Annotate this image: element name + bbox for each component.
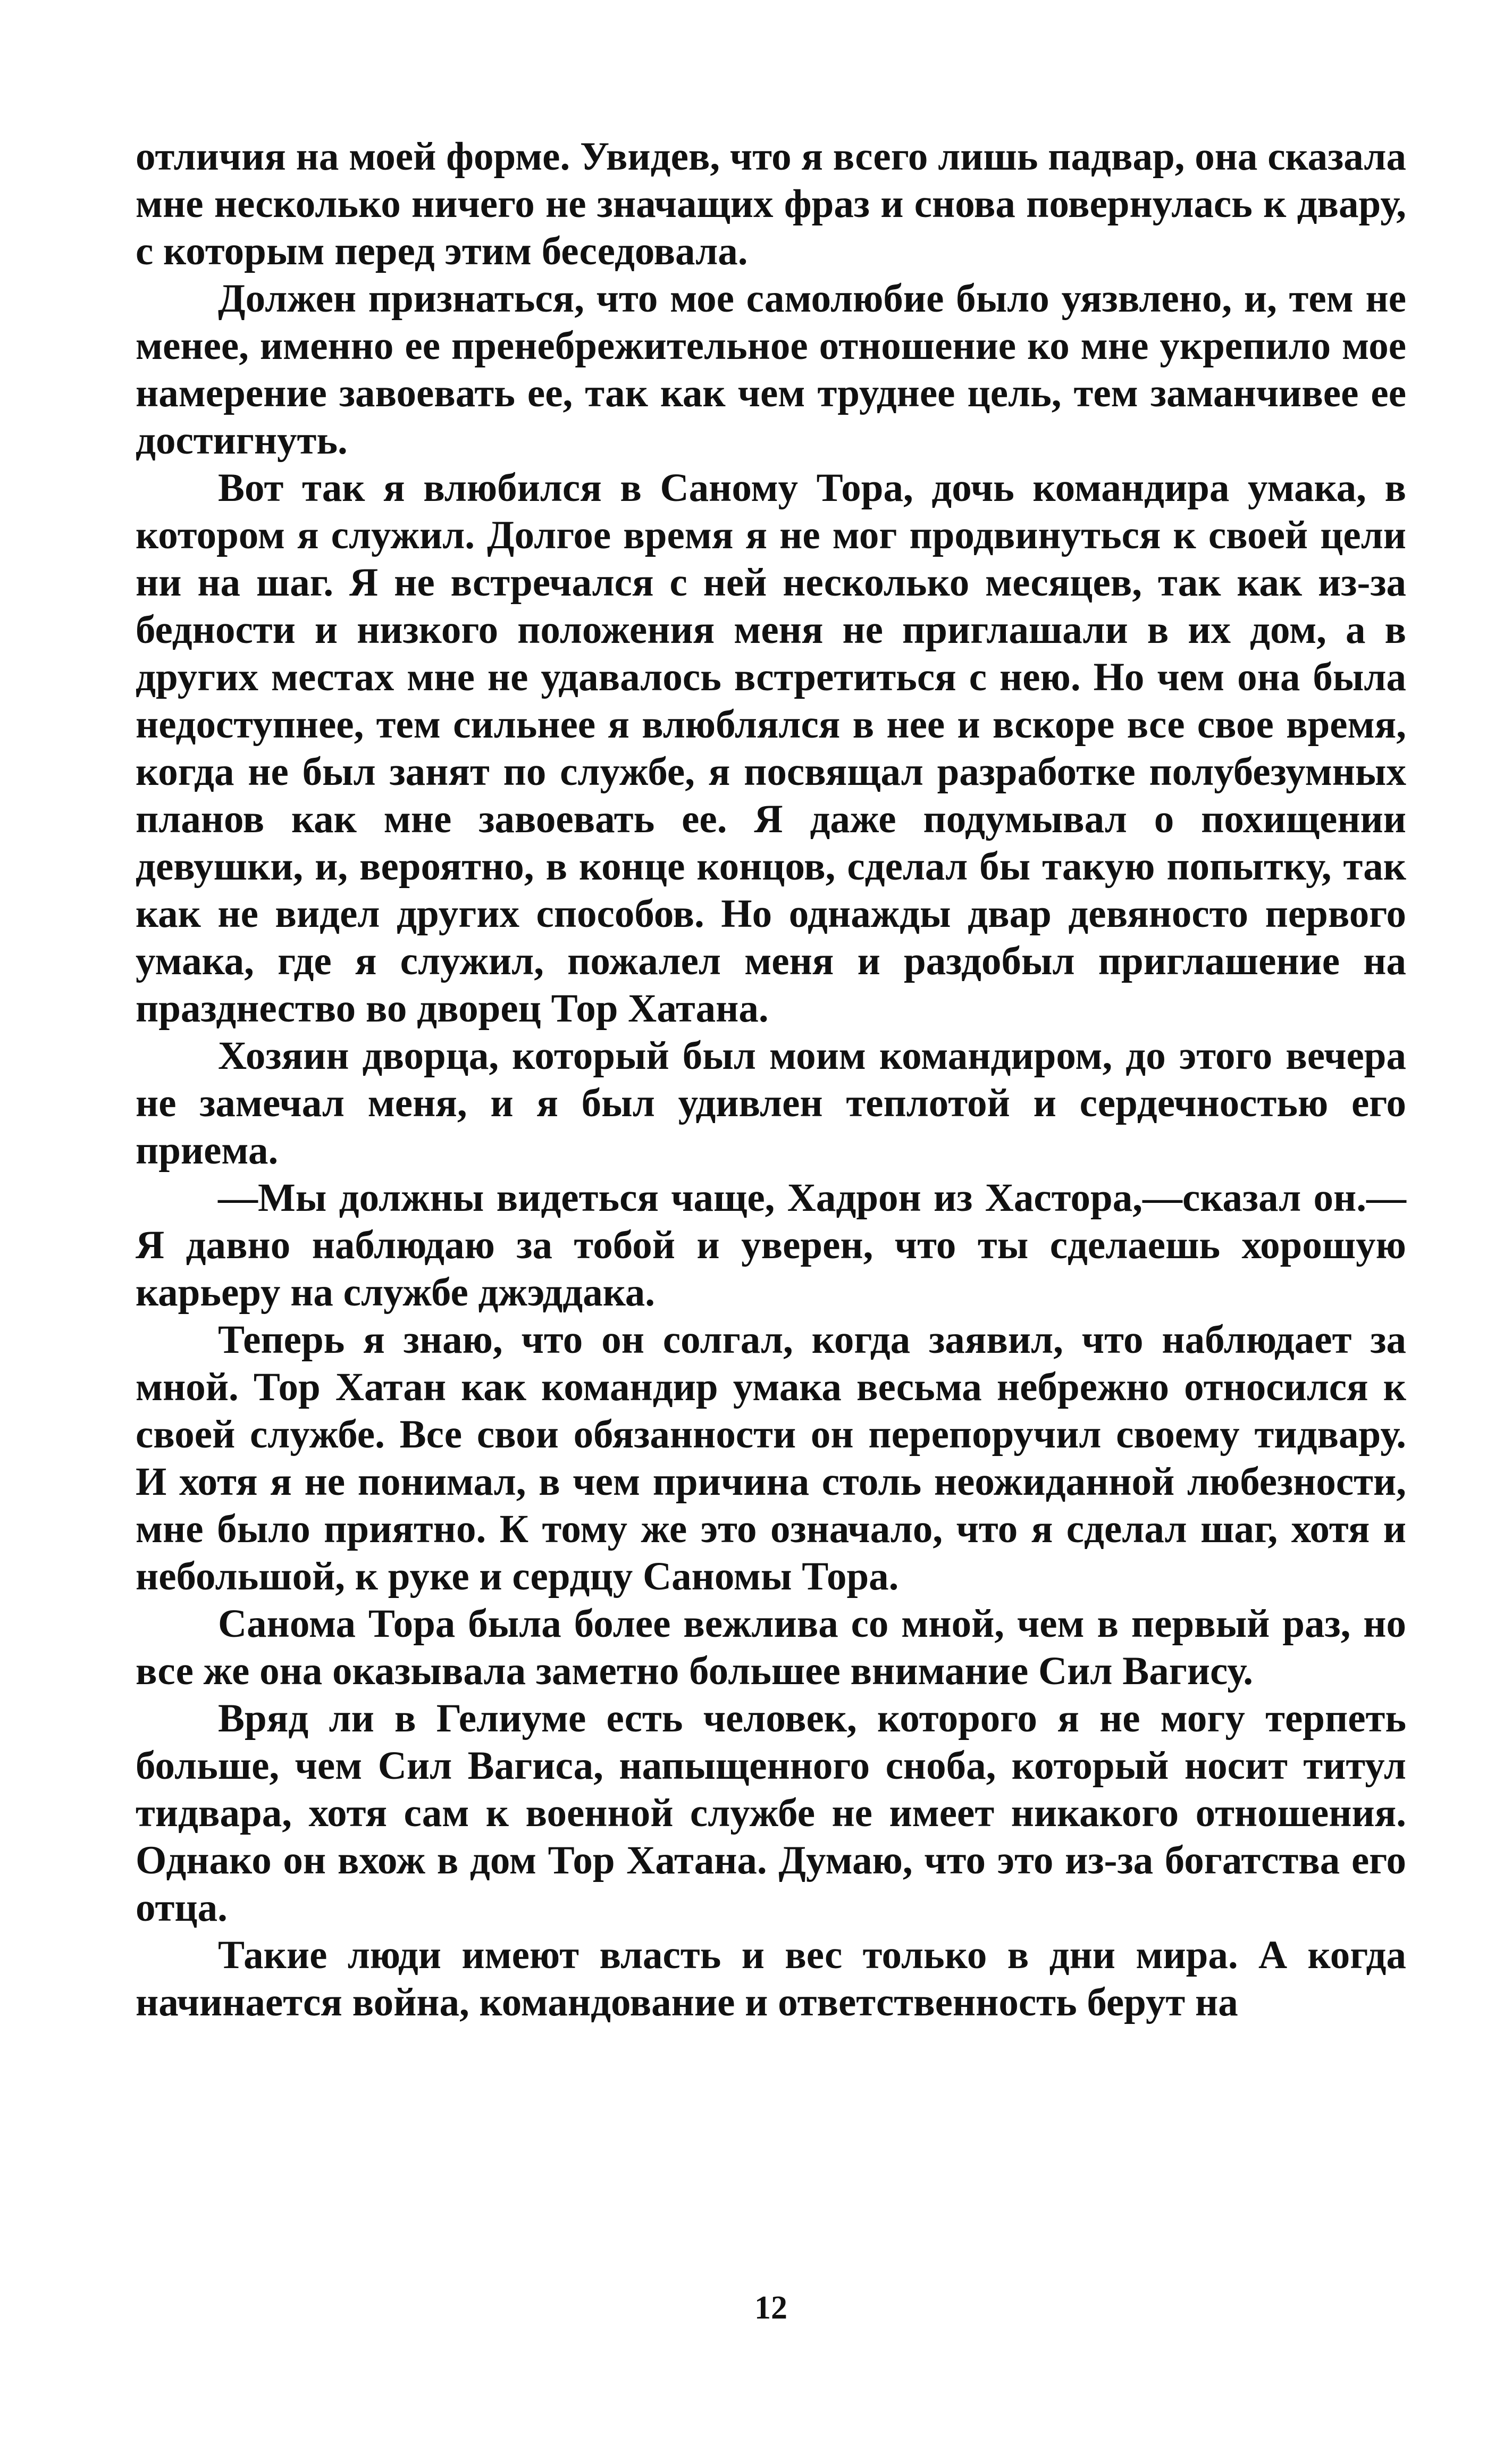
book-page [136, 133, 1406, 2420]
page-number: 12 [754, 2290, 787, 2326]
body-text [136, 133, 1406, 2026]
paragraph-7: Санома Тора была более вежлива со мной, чем в первый раз, но все же она оказывала заметно большее внимание Сил Вагису. [136, 1602, 1406, 1693]
paragraph-4: Хозяин дворца, который был моим командиром, до этого вечера не замечал меня, и я был удивлен теплотой и сердечностью его приема. [136, 1034, 1406, 1173]
paragraph-2: Должен признаться, что мое самолюбие было уязвлено, и, тем не менее, именно ее пренебрежительное отношение ко мне укрепило мое намерение завоевать ее, так как чем труднее цель, тем заманчивее ее достигнуть. [136, 277, 1406, 463]
paragraph-5: —Мы должны видеться чаще, Хадрон из Хастора,—сказал он.—Я давно наблюдаю за тобой и уверен, что ты сделаешь хорошую карьеру на службе джэддака. [136, 1176, 1406, 1315]
paragraph-3: Вот так я влюбился в Саному Тора, дочь командира умака, в котором я служил. Долгое время я не мог продвинуться к своей цели ни на шаг. Я не встречался с ней несколько месяцев, так как из-за бедности и низкого положения меня не приглашали в их дом, а в других местах мне не удавалось встретиться с нею. Но чем она была недоступнее, тем сильнее я влюблялся в нее и вскоре все свое время, когда не был занят по службе, я посвящал разработке полубезумных планов как мне завоевать ее. Я даже подумывал о похищении девушки, и, вероятно, в конце концов, сделал бы такую попытку, так как не видел других способов. Но однажды двар девяносто первого умака, где я служил, пожалел меня и раздобыл приглашение на празднество во дворец Тор Хатана. [136, 466, 1406, 1031]
paragraph-8: Вряд ли в Гелиуме есть человек, которого я не могу терпеть больше, чем Сил Вагиса, напыщенного сноба, который носит титул тидвара, хотя сам к военной службе не имеет никакого отношения. Однако он вхож в дом Тор Хатана. Думаю, что это из-за богатства его отца. [136, 1696, 1406, 1930]
paragraph-1: отличия на моей форме. Увидев, что я всего лишь падвар, она сказала мне несколько ничего не значащих фраз и снова повернулась к двару, с которым перед этим беседовала. [136, 135, 1406, 273]
paragraph-9: Такие люди имеют власть и вес только в дни мира. А когда начинается война, командование и ответственность берут на [136, 1933, 1406, 2024]
paragraph-6: Теперь я знаю, что он солгал, когда заявил, что наблюдает за мной. Тор Хатан как командир умака весьма небрежно относился к своей службе. Все свои обязанности он перепоручил своему тидвару. И хотя я не понимал, в чем причина столь неожиданной любезности, мне было приятно. К тому же это означало, что я сделал шаг, хотя и небольшой, к руке и сердцу Саномы Тора. [136, 1318, 1406, 1599]
